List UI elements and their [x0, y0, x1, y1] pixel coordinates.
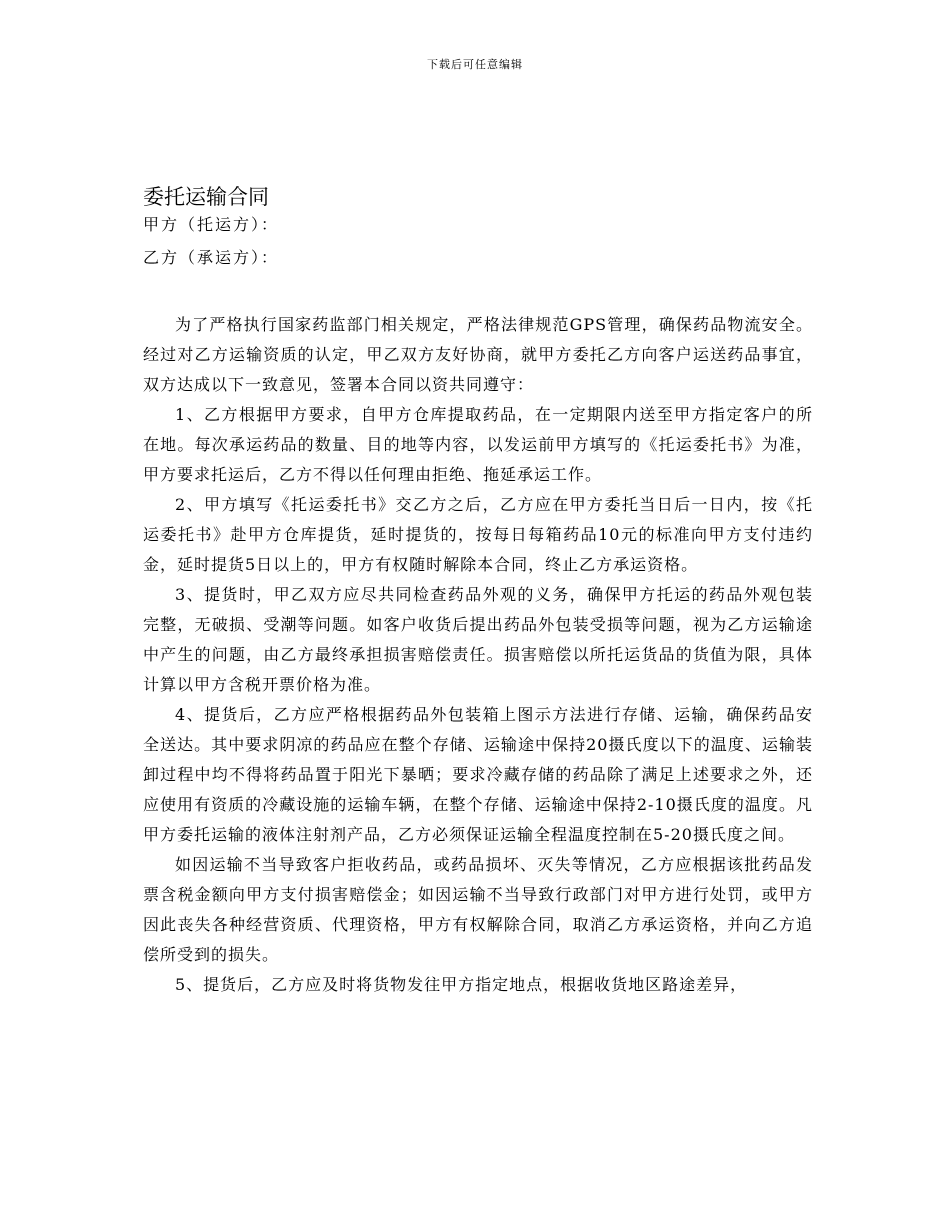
paragraph-clause-2: 2、甲方填写《托运委托书》交乙方之后，乙方应在甲方委托当日后一日内，按《托运委托书》赴甲方仓库提货，延时提货的，按每日每箱药品10元的标准向甲方支付违约金，延时提货5日以上的，甲方有权随时解除本合同，终止乙方承运资格。	[143, 495, 813, 574]
paragraph-clause-5: 5、提货后，乙方应及时将货物发往甲方指定地点，根据收货地区路途差异，	[175, 975, 748, 994]
paragraph-clause-4-supplement: 如因运输不当导致客户拒收药品，或药品损坏、灭失等情况，乙方应根据该批药品发票含税金额向甲方支付损害赔偿金；如因运输不当导致行政部门对甲方进行处罚，或甲方因此丧失各种经营资质、代理资格，甲方有权解除合同，取消乙方承运资格，并向乙方追偿所受到的损失。	[143, 855, 813, 964]
party-a-line: 甲方（托运方）：	[143, 215, 280, 234]
contract-body	[143, 310, 813, 1000]
party-b-line: 乙方（承运方）：	[143, 248, 280, 267]
contract-title: 委托运输合同	[143, 185, 269, 209]
paragraph-clause-4: 4、提货后，乙方应严格根据药品外包装箱上图示方法进行存储、运输，确保药品安全送达。其中要求阴凉的药品应在整个存储、运输途中保持20摄氏度以下的温度、运输装卸过程中均不得将药品置于阳光下暴晒；要求冷藏存储的药品除了满足上述要求之外，还应使用有资质的冷藏设施的运输车辆，在整个存储、运输途中保持2-10摄氏度的温度。凡甲方委托运输的液体注射剂产品，乙方必须保证运输全程温度控制在5-20摄氏度之间。	[143, 705, 813, 844]
header-note: 下载后可任意编辑	[427, 58, 523, 71]
paragraph-clause-3: 3、提货时，甲乙双方应尽共同检查药品外观的义务，确保甲方托运的药品外观包装完整，无破损、受潮等问题。如客户收货后提出药品外包装受损等问题，视为乙方运输途中产生的问题，由乙方最终承担损害赔偿责任。损害赔偿以所托运货品的货值为限，具体计算以甲方含税开票价格为准。	[143, 585, 813, 694]
paragraph-clause-1: 1、乙方根据甲方要求，自甲方仓库提取药品，在一定期限内送至甲方指定客户的所在地。每次承运药品的数量、目的地等内容，以发运前甲方填写的《托运委托书》为准，甲方要求托运后，乙方不得以任何理由拒绝、拖延承运工作。	[143, 405, 813, 484]
paragraph-preamble: 为了严格执行国家药监部门相关规定，严格法律规范GPS管理，确保药品物流安全。经过对乙方运输资质的认定，甲乙双方友好协商，就甲方委托乙方向客户运送药品事宜，双方达成以下一致意见，签署本合同以资共同遵守：	[143, 315, 813, 394]
